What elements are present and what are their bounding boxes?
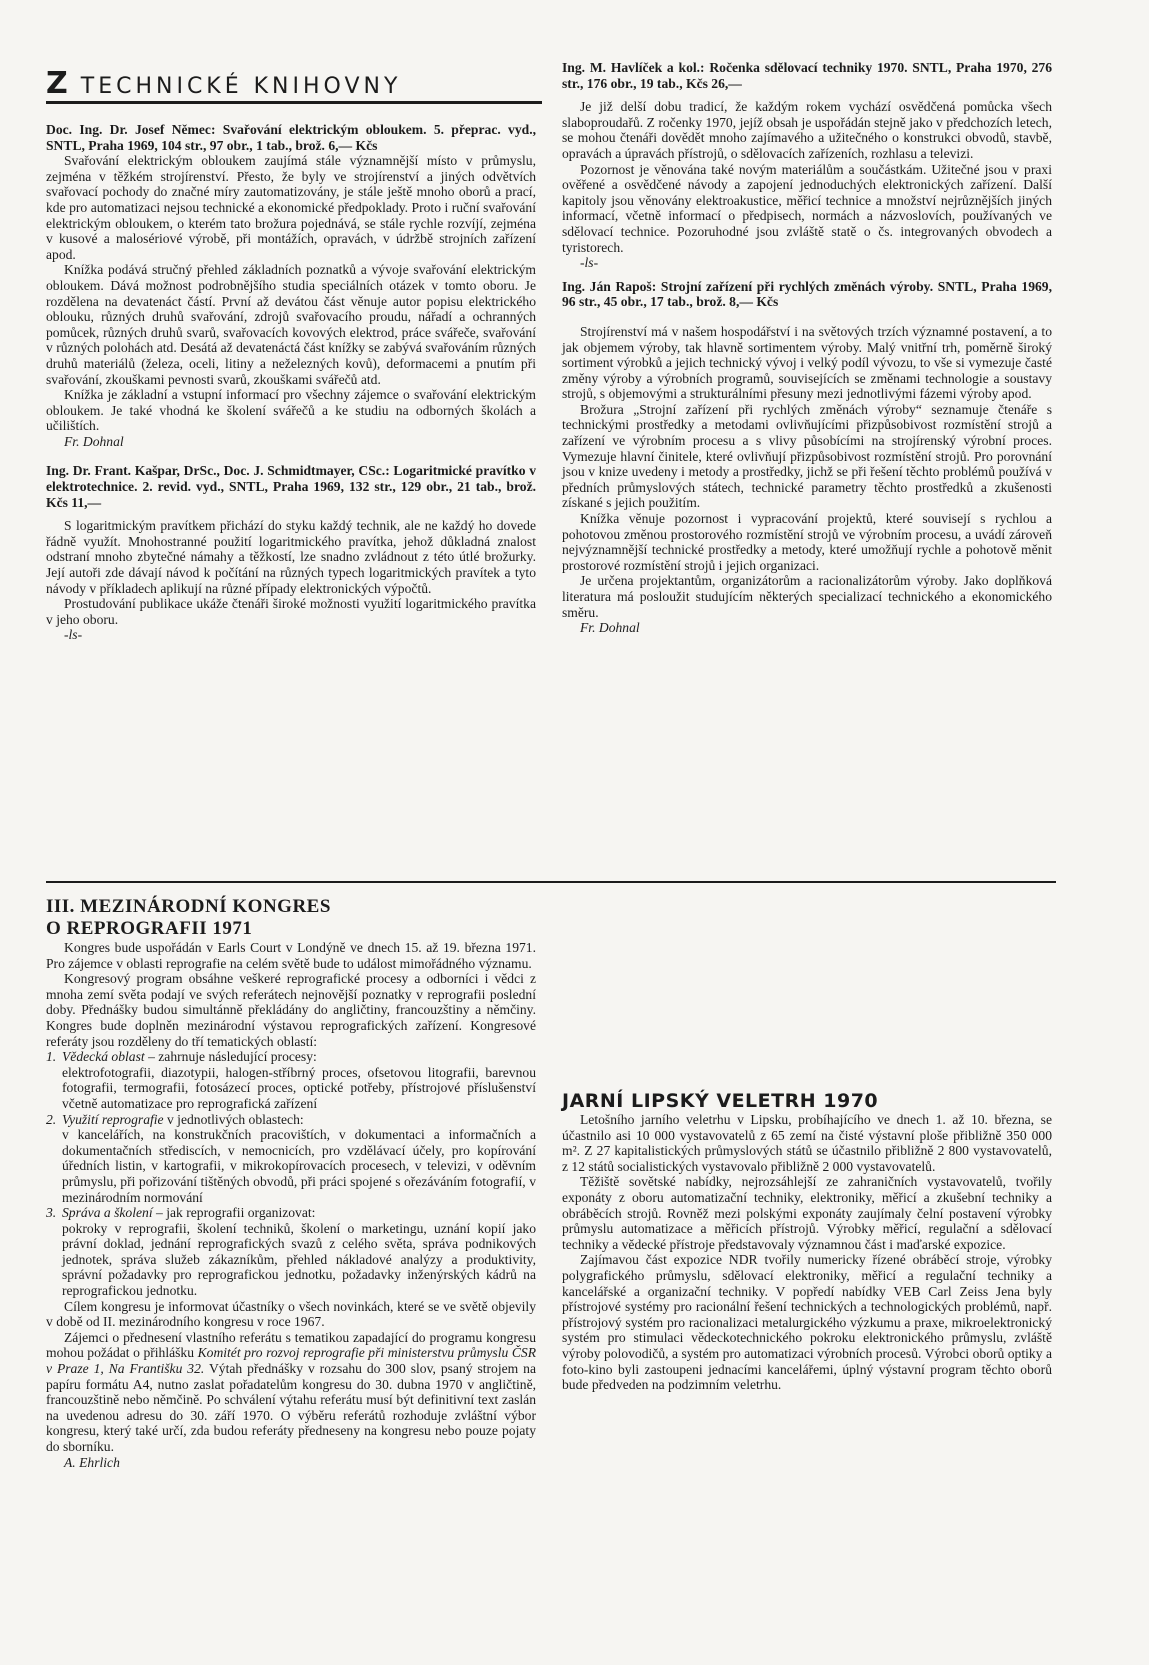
header-rule: [46, 101, 542, 104]
congress-paragraph: Kongresový program obsáhne veškeré reprografické procesy a odborníci i vědci z mnoha zemí světa podají ve svých referátech nejnovější poznatky v reprografii poslední doby. Přednášky budou simultánně překládány do angličtiny, francouzštiny a němčiny. Kongres bude doplněn mezinárodní výstavou reprografických zařízení. Kongresové referáty jsou rozděleny do tří tematických oblastí:: [46, 971, 536, 1049]
congress-list-body: v kancelářích, na konstrukčních pracovištích, v dokumentaci a informačních a dokumentačních střediscích, v nemocnicích, pro vzdělávací účely, pro kopírování úředních listin, v kartografii, v mikrokopírovacích procesech, v televizi, v oděvním průmyslu, při pořizování tištěných obvodů, při práci spojené s ořezáváním fotografií, v mezinárodním normování: [62, 1127, 536, 1205]
fair-column: [562, 1090, 1052, 1393]
fair-paragraph: Letošního jarního veletrhu v Lipsku, probíhajícího ve dnech 1. až 10. března, se účastnilo asi 10 000 vystavovatelů z 65 zemí na čisté výstavní ploše přibližně 350 000 m². Z 27 kapitalistických průmyslových států se účastnilo přibližně 2 800 vystavovatelů, z 12 států socialistických vystavovalo přibližně 2 000 vystavovatelů.: [562, 1112, 1052, 1174]
congress-signature: A. Ehrlich: [64, 1454, 120, 1470]
fair-paragraph: Zajímavou část expozice NDR tvořily numericky řízené obráběcí stroje, výrobky polygrafického průmyslu, sdělovací elektroniky, měřicí a regulační techniky a kancelářské a organizační techniky. V popředí nabídky VEB Carl Zeiss Jena byly přístrojové systémy pro racionální řešení technických a technologických problémů, např. přístrojový systém pro racionalizaci metalurgického výzkumu a praxe, mikroelektronický systém pro stimulaci vědeckotechnického pokroku elektronického průmyslu, zvláště výroby polovodičů, a systém pro automatizaci výrobních procesů. Výrobci oborů optiky a foto-kino byli zastoupeni jednacími kancelářemi, úplný výstavní program těchto oborů bude předveden na podzimním veletrhu.: [562, 1252, 1052, 1393]
congress-list-item: 3. Správa a školení – jak reprografii organizovat:: [46, 1205, 316, 1221]
review-paragraph: Svařování elektrickým obloukem zaujímá stále významnější místo v průmyslu, zejména v těžkém strojírenství. Přesto, že byly ve strojírenství a jiných odvětvích svařovací pochody do značné míry zautomatizovány, je stále ještě mnoho oborů a prací, kde pro automatizaci nejsou technické a ekonomické předpoklady. Proto i ruční svařování elektrickým obloukem, o kterém tato brožura pojednává, se stále rychle rozvíjí, zejména v kusové a malosériové výrobě, při montážích, opravách, v údržbě strojních zařízení apod.: [46, 153, 536, 262]
congress-paragraph: Kongres bude uspořádán v Earls Court v Londýně ve dnech 15. až 19. března 1971. Pro zájemce v oblasti reprografie na celém světě bude to událost mimořádného významu.: [46, 940, 536, 971]
congress-paragraph: Zájemci o přednesení vlastního referátu s tematikou zapadající do programu kongresu mohou požádat o přihlášku Komitét pro rozvoj reprografie při ministerstvu průmyslu ČSR v Praze 1, Na Františku 32. Výtah přednášky v rozsahu do 300 slov, psaný strojem na papíru formátu A4, nutno zaslat pořadatelům kongresu do 30. dubna 1970 v angličtině, francouzštině nebo němčině. Po schválení výtahu referátu musí být definitivní text zaslán na uvedenou adresu do 30. září 1970. O výběru referátů rozhoduje zvláštní výbor kongresu, který také určí, zda budou referáty předneseny na kongresu nebo pouze pojaty do sborníku.: [46, 1329, 536, 1454]
review-signature: -ls-: [64, 627, 83, 643]
congress-list-body: pokroky v reprografii, školení techniků, školení o marketingu, uznání kopií jako právní doklad, jednání reprografických svazů z celého světa, správa podnikových jednotek, správa služeb zákazníkům, přehled nákladové analýzy a produktivity, správní požadavky pro reprografickou jednotku, požadavky inženýrských kádrů na reprografickou jednotku.: [62, 1220, 536, 1299]
review-paragraph: Pozornost je věnována také novým materiálům a součástkám. Užitečné jsou v praxi ověřené a osvědčené návody a zapojení jednoduchých elektronických zařízení. Další kapitoly jsou věnovány elektroakustice, měřicí technice a množství nejrůznějších jiných informací, včetně informací o předpisech, normách a názvoslovích, používaných ve sdělovací technice. Pozoruhodné jsou zvláště statě o čs. integrovaných obvodech a tyristorech.: [562, 161, 1052, 255]
congress-column: [46, 896, 536, 1470]
review-paragraph: Knížka věnuje pozornost i vypracování projektů, které souvisejí s rychlou a pohotovou změnou prostorového rozmístění strojů ve výrobním procesu, a uvádí zároveň nejvýznamnější technické prostředky a metody, které umožňují rychle a pohotově měnit prostorové rozmístění strojů i jejich organizaci.: [562, 511, 1052, 573]
review-heading: Ing. M. Havlíček a kol.: Ročenka sdělovací techniky 1970. SNTL, Praha 1970, 276 str., 176 obr., 19 tab., Kčs 26,—: [562, 60, 1052, 91]
congress-list-item: 2. Využití reprografie v jednotlivých oblastech:: [46, 1111, 304, 1127]
review-heading: Doc. Ing. Dr. Josef Němec: Svařování elektrickým obloukem. 5. přeprac. vyd., SNTL, Praha 1969, 104 str., 97 obr., 1 tab., brož. 6,— Kčs: [46, 122, 536, 153]
review-signature: Fr. Dohnal: [64, 433, 124, 449]
review-paragraph: S logaritmickým pravítkem přichází do styku každý technik, ale ne každý ho dovede řádně využít. Mnohostranné použití logaritmického pravítka, jehož důkladná znalost odstraní mnoho zbytečné námahy a těžkostí, lze snadno zvládnout z této útlé brožurky. Její autoři zde dávají návod k počítání na různých typech logaritmických pravítek a tyto návody v příkladech aplikují na různé případy elektronických výpočtů.: [46, 518, 536, 596]
congress-paragraph: Cílem kongresu je informovat účastníky o všech novinkách, které se ve světě objevily v době od II. mezinárodního kongresu v roce 1967.: [46, 1298, 536, 1330]
review-heading: Ing. Dr. Frant. Kašpar, DrSc., Doc. J. Schmidtmayer, CSc.: Logaritmické pravítko v elektrotechnice. 2. revid. vyd., SNTL, Praha 1969, 132 str., 129 obr., 21 tab., brož. Kčs 11,—: [46, 463, 536, 510]
review-paragraph: Knížka je základní a vstupní informací pro všechny zájemce o svařování elektrickým obloukem. Je také vhodná ke školení svářečů a ke studiu na odborných školách a učilištích.: [46, 387, 536, 434]
congress-list-item: 1. Vědecká oblast – zahrnuje následující procesy:: [46, 1049, 317, 1065]
congress-list-body: elektrofotografii, diazotypii, halogen-stříbrný proces, ofsetovou litografii, barevnou fotografii, termografii, fotosázecí proces, optické potřeby, přístrojové příslušenství včetně automatizace pro reprografická zařízení: [62, 1064, 536, 1111]
review-signature: -ls-: [580, 255, 599, 271]
right-top-column: [562, 60, 1052, 636]
left-top-column: [46, 122, 536, 643]
review-paragraph: Je určena projektantům, organizátorům a racionalizátorům výroby. Jako doplňková literatura má posloužit studujícím některých specializací technického a ekonomického směru.: [562, 573, 1052, 620]
congress-title: III. MEZINÁRODNÍ KONGRES O REPROGRAFII 1971: [46, 896, 331, 939]
review-paragraph: Knížka podává stručný přehled základních poznatků a vývoje svařování elektrickým obloukem. Dává možnost podrobnějšího studia speciálních otázek v tomto oboru. Je rozdělena na devatenáct částí. První až devátou část věnuje autor popisu elektrického oblouku, různých druhů svařování, zdrojů svařovacího proudu, nářadí a ochranných pomůcek, různých druhů svarů, svařovacích kovových elektrod, práce svářeče, svařování v různých polohách atd. Desátá až devatenáctá část knížky se zabývá svařováním různých druhů materiálů (železa, oceli, litiny a neželezných kovů), deformacemi a pnutím při svařování, zkouškami pevnosti svarů, zkouškami svářečů atd.: [46, 262, 536, 387]
fair-title: JARNÍ LIPSKÝ VELETRH 1970: [562, 1090, 879, 1112]
review-signature: Fr. Dohnal: [580, 620, 640, 636]
review-paragraph: Brožura „Strojní zařízení při rychlých změnách výroby“ seznamuje čtenáře s technickými prostředky a metodami ovlivňujícími přizpůsobivost rozmístění strojů a zařízení ve výrobním procesu a s vlivy působícími na strojírenský výrobní proces. Vymezuje hlavní činitele, které ovlivňují přizpůsobivost rozmístění strojů. Pro porovnání jsou v knize uvedeny i metody a prostředky, jichž se při řešení těchto problémů používá v předních průmyslových státech, technické parametry těchto prostředků a zkušenosti získané s jejich použitím.: [562, 401, 1052, 511]
review-paragraph: Strojírenství má v našem hospodářství i na světových trzích významné postavení, a to jak objemem výroby, tak hlavně sortimentem výroby. Malý vnitřní trh, poměrně široký sortiment výrobků a jejich technický vývoj i velký podíl vývozu, to vše si vymezuje časté změny výroby a výrobních programů, souvisejících se změnami technologie a soustavy strojů, s objemovými a strukturálními přesuny mezi jednotlivými fázemi výroby apod.: [562, 323, 1052, 402]
fair-paragraph: Těžiště sovětské nabídky, nejrozsáhlejší ze zahraničních vystavovatelů, tvořily exponáty z oboru automatizační techniky, elektroniky, měřicí a zkušební techniky a obráběcích strojů. Rovněž mezi polskými exponáty zaujímaly čelní postavení výrobky průmyslu automatizace a měřicích přístrojů. Výrobky měřicí, regulační a sdělovací techniky a vědecké přístroje představovaly významnou část i maďarské expozice.: [562, 1174, 1052, 1252]
review-paragraph: Je již delší dobu tradicí, že každým rokem vychází osvědčená pomůcka všech slaboproudařů. Z ročenky 1970, jejíž obsah je uspořádán stejně jako v předchozích letech, se mohou čtenáři dovědět mnoho zajímavého a užitečného o konstrukci obvodů, stavbě, opravách a úpravách přístrojů, o sdělovacích zařízeních, rozhlasu a televizi.: [562, 99, 1052, 161]
section-header: Z TECHNICKÉ KNIHOVNY: [46, 66, 402, 101]
review-heading: Ing. Ján Rapoš: Strojní zařízení při rychlých změnách výroby. SNTL, Praha 1969, 96 str., 45 obr., 17 tab., brož. 8,— Kčs: [562, 278, 1052, 310]
review-paragraph: Prostudování publikace ukáže čtenáři široké možnosti využití logaritmického pravítka v jeho oboru.: [46, 596, 536, 627]
section-divider: [46, 881, 1056, 883]
